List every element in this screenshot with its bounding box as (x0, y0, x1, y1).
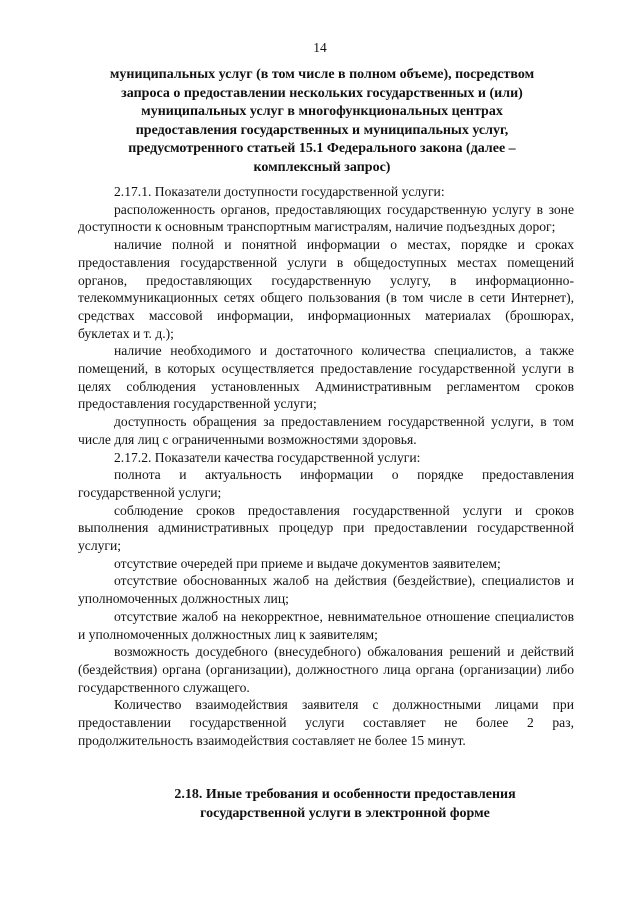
section-heading-2-18: 2.18. Иные требования и особенности предоставления государственной услуги в электронной форме (174, 787, 516, 821)
paragraph: наличие необходимого и достаточного количества специалистов, а также помещений, в которых осуществляется предоставление государственной услуги в целях соблюдения установленных Административным регламентом сроков предоставления государственной услуги; (78, 343, 574, 412)
paragraph: полнота и актуальность информации о порядке предоставления государственной услуги; (78, 467, 574, 500)
paragraph: доступность обращения за предоставлением государственной услуги, в том числе для лиц с ограниченными возможностями здоровья. (78, 414, 574, 447)
paragraph: соблюдение сроков предоставления государственной услуги и сроков выполнения административных процедур при предоставлении государственной услуги; (78, 502, 574, 554)
paragraph-2-17-2: 2.17.2. Показатели качества государственной услуги: (114, 449, 421, 465)
paragraph-2-17-1: 2.17.1. Показатели доступности государственной услуги: (114, 184, 445, 199)
document-body (78, 183, 574, 750)
paragraph: отсутствие жалоб на некорректное, невнимательное отношение специалистов и уполномоченных должностных лиц к заявителям; (78, 608, 574, 642)
paragraph: расположенность органов, предоставляющих государственную услугу в зоне доступности к основным транспортным магистралям, наличие подъездных дорог; (78, 201, 574, 235)
paragraph: отсутствие очередей при приеме и выдаче документов заявителем; (114, 555, 501, 571)
section-heading-continued: муниципальных услуг (в том числе в полном объеме), посредством запроса о предоставлении нескольких государственных и (или) муниципальных услуг в многофункциональных центрах предоставления государственных и муниципальных услуг, предусмотренного статьей 15.1 Федерального закона (далее – комплексный запрос) (109, 67, 535, 175)
paragraph: Количество взаимодействия заявителя с должностными лицами при предоставлении государственной услуги составляет не более 2 раз, продолжительность взаимодействия составляет не более 15 минут. (78, 697, 574, 748)
paragraph: наличие полной и понятной информации о местах, порядке и сроках предоставления государственной услуги в общедоступных местах помещений органов, предоставляющих государственную услугу, в информационно-телекоммуникационных сетях общего пользования (в том числе в сети Интернет), средствах массовой информации, информационных материалах (брошюрах, буклетах и т. д.); (78, 237, 574, 341)
paragraph: возможность досудебного (внесудебного) обжалования решений и действий (бездействия) органа (организации), должностного лица органа (организации) либо государственного служащего. (78, 644, 574, 695)
page-number: 14 (313, 40, 327, 55)
paragraph: отсутствие обоснованных жалоб на действия (бездействие), специалистов и уполномоченных должностных лиц; (78, 573, 574, 607)
